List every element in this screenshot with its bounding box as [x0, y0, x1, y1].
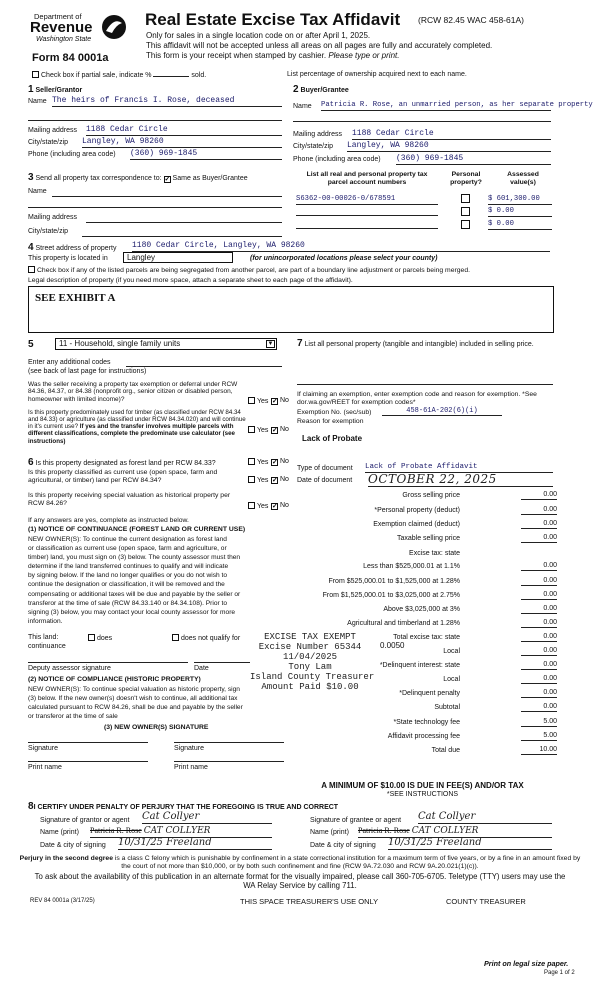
seller-name-label: Name: [28, 98, 47, 105]
grantor-name-field[interactable]: Patricia R. Rose CAT COLLYER: [90, 826, 272, 838]
grantor-signature-label: Signature of grantor or agent: [40, 817, 130, 824]
fee-label: Above $3,025,000 at 3%: [383, 606, 460, 613]
notice-continuance-heading: (1) NOTICE OF CONTINUANCE (FOREST LAND OR CURRENT USE): [28, 526, 246, 533]
location-select[interactable]: Langley: [123, 252, 233, 263]
notice-compliance-heading: (2) NOTICE OF COMPLIANCE (HISTORIC PROPERTY): [28, 676, 201, 683]
fee-label: Excise tax: state: [409, 550, 460, 557]
grantor-date-field[interactable]: 10/31/25 Freeland: [118, 837, 272, 850]
seller-mail-field[interactable]: 1188 Cedar Circle: [86, 125, 282, 136]
segregation-row: Check box if any of the listed parcels are being segregated from another parcel, are part of a boundary line adjustment or parcels being merged.: [28, 266, 470, 275]
notice-compliance-text: NEW OWNER(S): To continue special valuation as historic property, sign (3) below. If the new owner(s) doesn't wish to continue, all additional tax calculated pursuant to RCW 84.26, shall be due and payable by the seller or transferor at the time of sale: [28, 686, 243, 721]
legal-description-box[interactable]: SEE EXHIBIT A: [28, 286, 554, 333]
fee-value[interactable]: 0.00: [521, 703, 557, 712]
grantee-name-field[interactable]: Patricia R. Rose CAT COLLYER: [358, 826, 552, 838]
q5-no[interactable]: ✓ No: [272, 502, 289, 510]
local-rate: 0.0050: [380, 641, 405, 650]
buyer-mail-field[interactable]: 1188 Cedar Circle: [352, 129, 551, 140]
state-text: Washington State: [36, 36, 92, 43]
corr-city-label: City/state/zip: [28, 228, 69, 235]
new-owner-sig-heading: (3) NEW OWNER(S) SIGNATURE: [104, 724, 209, 731]
grantor-name-label: Name (print): [40, 829, 79, 836]
q5-yes[interactable]: Yes: [248, 502, 268, 511]
assessed-value-2[interactable]: $ 0.00: [488, 207, 552, 217]
grantee-signature[interactable]: Cat Collyer: [418, 811, 552, 824]
page-number: Page 1 of 2: [544, 970, 575, 976]
seller-city-label: City/state/zip: [28, 139, 69, 146]
seller-header: 1 Seller/Grantor: [28, 84, 83, 95]
fee-label: Local: [443, 648, 460, 655]
if-any-note: If any answers are yes, complete as instructed below.: [28, 517, 189, 524]
deputy-signature-label: Deputy assessor signature: [28, 665, 111, 672]
q3-yes[interactable]: Yes: [248, 458, 268, 467]
wa-state-icon: [100, 13, 128, 41]
fee-value[interactable]: 0.00: [521, 619, 557, 628]
personal-property-checkbox-3[interactable]: [461, 220, 470, 229]
doc-date-label: Date of document: [297, 477, 353, 484]
location-label: This property is located in: [28, 255, 108, 262]
doc-date-field[interactable]: OCTOBER 22, 2025: [368, 472, 553, 487]
buyer-phone-field[interactable]: (360) 969-1845: [396, 154, 551, 165]
corr-name-label: Name: [28, 188, 47, 195]
owner-signature-label-1: Signature: [28, 745, 58, 752]
fee-value[interactable]: 0.00: [521, 675, 557, 684]
fee-label: From $1,525,000.01 to $3,025,000 at 2.75%: [322, 592, 460, 599]
certify-heading: 8I CERTIFY UNDER PENALTY OF PERJURY THAT THE FOREGOING IS TRUE AND CORRECT: [28, 801, 339, 812]
header-line-3: This form is your receipt when stamped by cashier. Please type or print.: [146, 51, 400, 60]
personal-property-checkbox-1[interactable]: [461, 194, 470, 203]
fee-label: Affidavit processing fee: [387, 733, 460, 740]
corr-mail-label: Mailing address: [28, 214, 78, 221]
fee-label: Less than $525,000.01 at 1.1%: [363, 563, 460, 570]
dept-text: Department of: [34, 12, 82, 21]
seller-city-field[interactable]: Langley, WA 98260: [82, 137, 282, 148]
fee-label: *Delinquent penalty: [399, 690, 460, 697]
buyer-city-label: City/state/zip: [293, 143, 334, 150]
see-instructions: *SEE INSTRUCTIONS: [386, 791, 459, 798]
continuance-label: continuance: [28, 643, 66, 650]
buyer-name-label: Name: [293, 103, 312, 110]
grantee-date-field[interactable]: 10/31/25 Freeland: [388, 837, 552, 850]
street-address-field[interactable]: 1180 Cedar Circle, Langley, WA 98260: [132, 241, 550, 252]
doc-type-label: Type of document: [297, 465, 353, 472]
exemption-reason-label: Reason for exemption: [297, 418, 364, 425]
exemption-no-field[interactable]: 458-61A-202(6)(i): [382, 407, 502, 416]
legal-label: Legal description of property (if you need more space, attach a separate sheet to each page of the affidavit).: [28, 277, 353, 284]
buyer-name-field[interactable]: Patricia R. Rose, an unmarried person, as her separate property: [321, 101, 593, 109]
seller-name-field[interactable]: The heirs of Francis I. Rose, deceased: [52, 96, 282, 107]
fee-value[interactable]: 0.00: [521, 591, 557, 600]
sec5-num: 5: [28, 339, 34, 350]
fee-value[interactable]: 0.00: [521, 562, 557, 571]
form-number: Form 84 0001a: [32, 52, 109, 64]
buyer-city-field[interactable]: Langley, WA 98260: [347, 141, 551, 152]
fee-label: *Personal property (deduct): [374, 507, 460, 514]
notice-continuance-text: NEW OWNER(S): To continue the current designation as forest land or classification as current use (open space, farm and agriculture, or timber) land, you must sign on (3) below. The county assessor must then determine if the land transferred continues to qualify and will indicate by signing below. If the land no longer qualifies or you do not wish to continue the designation or classification, it will be removed and the compensating or additional taxes will be due and payable by the seller or transferor at the time of sale (RCW 84.33.140 or 84.34.108). Prior to signing (3) below, you may contact your local county assessor for more information.: [28, 536, 241, 625]
dor-logo: [30, 12, 130, 50]
fee-label: From $525,000.01 to $1,525,000 at 1.28%: [328, 578, 460, 585]
buyer-phone-label: Phone (including area code): [293, 156, 381, 163]
fee-label: Subtotal: [434, 704, 460, 711]
grantee-name-label: Name (print): [310, 829, 349, 836]
seller-mail-label: Mailing address: [28, 127, 78, 134]
form-title: Real Estate Excise Tax Affidavit: [145, 10, 401, 29]
buyer-mail-label: Mailing address: [293, 131, 343, 138]
q2-yes[interactable]: Yes: [248, 426, 268, 435]
header-line-2: This affidavit will not be accepted unless all areas on all pages are fully and accurately completed.: [146, 41, 493, 50]
exemption-no-label: Exemption No. (sec/sub): [297, 409, 372, 416]
grantor-signature[interactable]: Cat Collyer: [142, 811, 272, 824]
q4-yes[interactable]: Yes: [248, 476, 268, 485]
q4-no[interactable]: ✓ No: [272, 476, 289, 484]
fee-label: Gross selling price: [402, 492, 460, 499]
fee-label: Total due: [431, 747, 460, 754]
fee-label: *Delinquent interest: state: [379, 662, 460, 669]
this-land-label: This land:: [28, 634, 59, 641]
form-cite: (RCW 82.45 WAC 458-61A): [418, 15, 524, 25]
exemption-question: Was the seller receiving a property tax exemption or deferral under RCW 84.36, 84.37, or 84.38 (nonprofit org., senior citizen or disabled person, homeowner with limited income)?: [28, 381, 238, 403]
fee-label: Agricultural and timberland at 1.28%: [347, 620, 460, 627]
timber-question: Is this property predominately used for timber (as classified under RCW 84.34 and 84.33) or agriculture (as classified under RCW 84.34.020) and will continue in it's current use? If yes and the transfer involves multiple parcels with different classifications, complete the predominate use calculator (see instructions): [28, 409, 246, 445]
grantee-date-label: Date & city of signing: [310, 842, 376, 849]
assessed-value-3[interactable]: $ 0.00: [488, 220, 552, 230]
doc-type-field[interactable]: Lack of Probate Affidavit: [365, 463, 553, 473]
fee-value[interactable]: 0.00: [521, 647, 557, 656]
seller-phone-label: Phone (including area code): [28, 151, 116, 158]
same-as-buyer-checkbox[interactable]: ✓: [164, 176, 171, 183]
ownership-note: List percentage of ownership acquired next to each name.: [287, 71, 467, 78]
deputy-date-label: Date: [194, 665, 209, 672]
assessed-value-1[interactable]: $ 601,300.00: [488, 195, 552, 205]
grantor-date-label: Date & city of signing: [40, 842, 106, 849]
segregation-checkbox[interactable]: [28, 266, 35, 273]
codes-note: (see back of last page for instructions): [28, 368, 147, 375]
fee-label: Taxable selling price: [396, 535, 460, 542]
q1-no[interactable]: ✓ No: [272, 397, 289, 405]
parcel-header: List all real and personal property tax parcel account numbers: [306, 171, 428, 187]
land-use-select[interactable]: 11 - Household, single family units ▼: [55, 338, 277, 350]
street-header: 4 Street address of property: [28, 242, 117, 253]
treasurer-stamp: EXCISE TAX EXEMPT Excise Number 65344 11/04/2025 Tony Lam Island County Treasurer Amount Paid $10.00: [250, 632, 375, 692]
codes-label: Enter any additional codes: [28, 359, 111, 366]
fee-value[interactable]: 10.00: [521, 746, 557, 755]
treasurer-space-label: THIS SPACE TREASURER'S USE ONLY: [240, 897, 379, 906]
alt-format-note: To ask about the availability of this publication in an alternate format for the visually impaired, please call 360-705-6705. Teletype (TTY) users may use the WA Relay Service by calling 711.: [34, 872, 566, 890]
personal-property-header: Personal property?: [450, 171, 482, 187]
parcel-number-1[interactable]: S6362-00-00026-0/678591: [296, 195, 438, 205]
fee-label: Total excise tax: state: [393, 634, 460, 641]
legal-paper-note: Print on legal size paper.: [484, 959, 569, 968]
buyer-header: 2 Buyer/Grantee: [293, 84, 349, 95]
rev-number: REV 84 0001a (3/17/25): [30, 898, 95, 904]
partial-sale-checkbox[interactable]: [32, 71, 39, 78]
grantee-signature-label: Signature of grantee or agent: [310, 817, 402, 824]
personal-property-label: 7 List all personal property (tangible and intangible) included in selling price.: [297, 338, 534, 349]
owner-print-label-1: Print name: [28, 764, 62, 771]
owner-print-label-2: Print name: [174, 764, 208, 771]
partial-sale-row: Check box if partial sale, indicate % sold.: [32, 71, 206, 80]
fee-label: Exemption claimed (deduct): [373, 521, 460, 528]
fee-label: Local: [443, 676, 460, 683]
fee-value[interactable]: 0.00: [521, 534, 557, 543]
q3-no[interactable]: ✓ No: [272, 458, 289, 466]
forest-question: 6 Is this property designated as forest land per RCW 84.33?: [28, 457, 216, 468]
historic-question: Is this property receiving special valuation as historical property per RCW 84.26?: [28, 492, 231, 508]
personal-property-checkbox-2[interactable]: [461, 207, 470, 216]
fee-value[interactable]: 0.00: [521, 661, 557, 670]
assessed-value-header: Assessed value(s): [507, 171, 539, 187]
seller-phone-field[interactable]: (360) 969-1845: [130, 149, 282, 160]
exemption-reason-field[interactable]: Lack of Probate: [302, 434, 363, 443]
location-note: (for unincorporated locations please select your county): [250, 255, 438, 262]
fee-value[interactable]: 5.00: [521, 732, 557, 741]
fee-label: *State technology fee: [393, 719, 460, 726]
current-use-question: Is this property classified as current use (open space, farm and agricultural, or timber) land per RCW 84.34?: [28, 469, 218, 485]
does-option[interactable]: does: [88, 634, 112, 643]
does-not-option[interactable]: does not qualify for: [172, 634, 240, 643]
fee-value[interactable]: 0.00: [521, 577, 557, 586]
fee-value[interactable]: 0.00: [521, 689, 557, 698]
minimum-due-note: A MINIMUM OF $10.00 IS DUE IN FEE(S) AND/OR TAX: [321, 781, 524, 790]
perjury-statement: Perjury in the second degree is a class C felony which is punishable by confinement in a state correctional institution for a maximum term of five years, or by a fine in an amount fixed by the court of not more than $10,000, or by both such confinement and fine (RCW 9A.72.030 and RCW 9A.20.021(1)(c)).: [19, 855, 581, 871]
fee-value[interactable]: 0.00: [521, 491, 557, 500]
revenue-text: Revenue: [30, 19, 93, 36]
county-treasurer-label: COUNTY TREASURER: [446, 897, 526, 906]
fee-value[interactable]: 0.00: [521, 633, 557, 642]
exemption-instructions: If claiming an exemption, enter exemption code and reason for exemption. *See dor.wa.gov/REET for exemption codes*: [297, 391, 537, 407]
owner-signature-label-2: Signature: [174, 745, 204, 752]
header-line-1: Only for sales in a single location code on or after April 1, 2025.: [146, 31, 371, 40]
dropdown-arrow-icon: ▼: [267, 341, 274, 347]
fee-value[interactable]: 0.00: [521, 520, 557, 529]
q1-yes[interactable]: Yes: [248, 397, 268, 406]
fee-value[interactable]: 0.00: [521, 605, 557, 614]
q2-no[interactable]: ✓ No: [272, 426, 289, 434]
fee-value[interactable]: 5.00: [521, 718, 557, 727]
corr-header: 3 Send all property tax correspondence to: ✓ Same as Buyer/Grantee: [28, 172, 248, 183]
fee-value[interactable]: 0.00: [521, 506, 557, 515]
